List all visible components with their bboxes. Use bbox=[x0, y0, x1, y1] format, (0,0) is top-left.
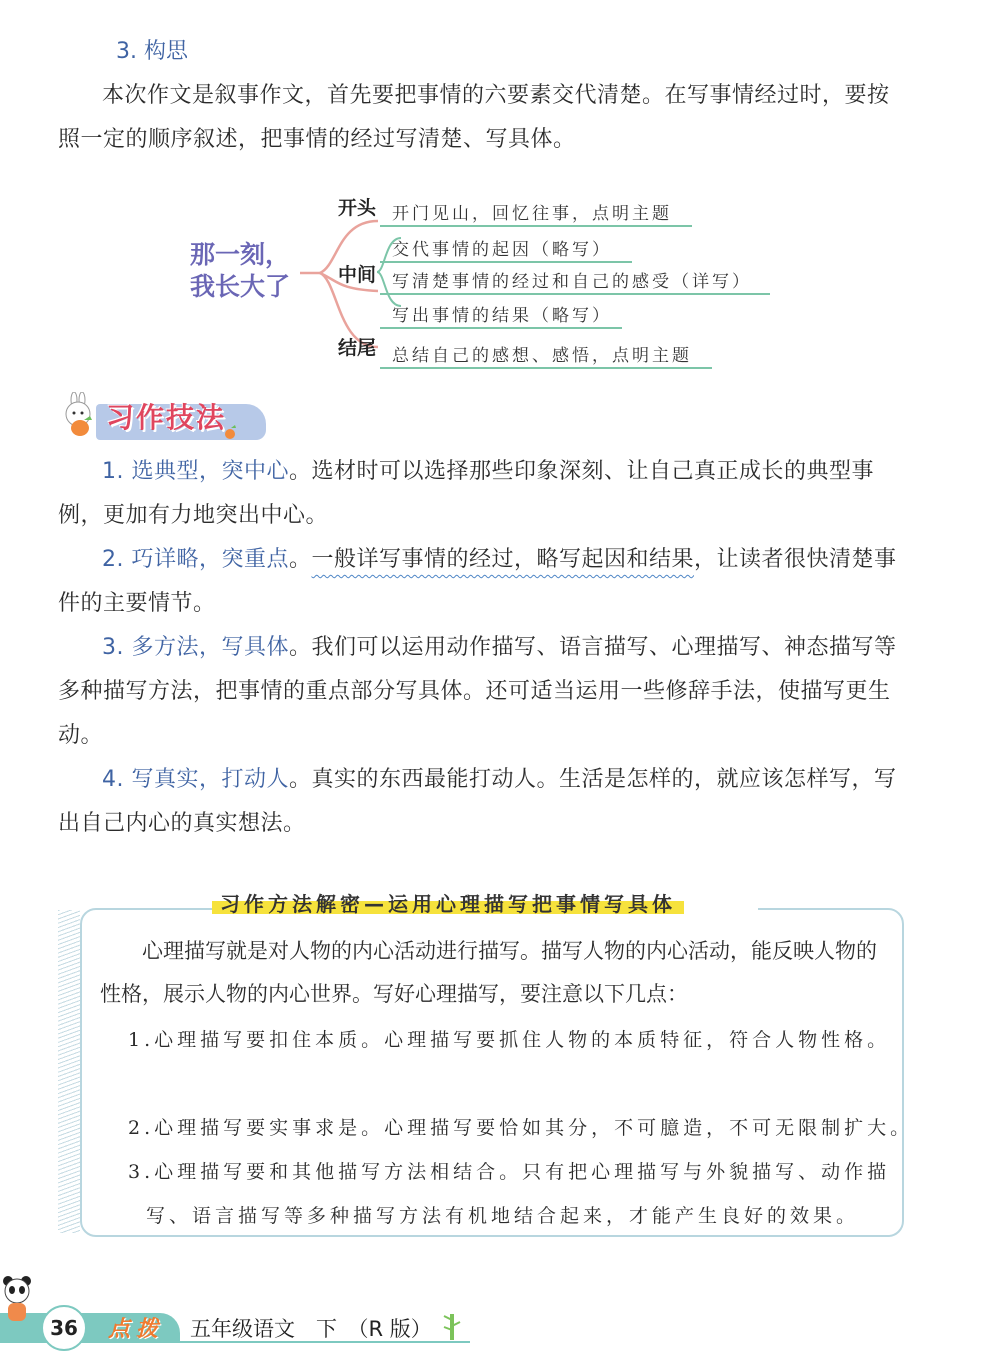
leaf-item: 总结自己的感想、感悟，点明主题 bbox=[380, 341, 712, 369]
separator: 。 bbox=[288, 635, 312, 660]
leaf-item: 写清楚事情的经过和自己的感受（详写） bbox=[380, 267, 770, 295]
section-banner bbox=[58, 388, 248, 446]
method-point-3: 3.心理描写要和其他描写方法相结合。只有把心理描写与外貌描写、动作描写、语言描写等多种描写方法有机地结合起来，才能产生良好的效果。 bbox=[128, 1161, 891, 1227]
bunny-mascot-icon bbox=[58, 392, 102, 438]
bamboo-icon bbox=[440, 1312, 464, 1342]
technique-label: 2. 巧详略，突重点 bbox=[102, 547, 289, 572]
method-box-title-wrap bbox=[212, 886, 758, 920]
technique-item-2 bbox=[58, 538, 908, 626]
panda-mascot-icon bbox=[0, 1275, 34, 1325]
technique-text: 我们可以运用动作描写、语言描写、心理描写、神态描写等多种描写方法，把事情的重点部分写具体。还可适当运用一些修辞手法，使描写更生动。 bbox=[58, 635, 897, 748]
brand-logo: 点拨 bbox=[108, 1316, 165, 1342]
root-line-1: 那一刻， bbox=[190, 240, 291, 269]
branch-label-end: 结尾 bbox=[338, 337, 377, 359]
root-line-2: 我长大了 bbox=[190, 272, 291, 301]
technique-text: 选材时可以选择那些印象深刻、让自己真正成长的典型事例，更加有力地突出中心。 bbox=[58, 459, 875, 528]
mind-map-root bbox=[190, 239, 290, 303]
technique-text: 真实的东西最能打动人。生活是怎样的，就应该怎样写，写出自己内心的真实想法。 bbox=[58, 767, 897, 836]
leaf-item: 交代事情的起因（略写） bbox=[380, 235, 632, 263]
method-box-title: 习作方法解密—运用心理描写把事情写具体 bbox=[212, 886, 684, 919]
method-point-1: 1.心理描写要扣住本质。心理描写要抓住人物的本质特征，符合人物性格。 bbox=[128, 1029, 891, 1051]
method-point-2: 2.心理描写要实事求是。心理描写要恰如其分，不可臆造，不可无限制扩大。 bbox=[128, 1117, 914, 1139]
technique-text: ，让读者很快清楚事件的主要情节。 bbox=[58, 547, 897, 616]
leaf-item: 开门见山，回忆往事，点明主题 bbox=[380, 199, 692, 227]
banner-title: 习作技法 bbox=[106, 401, 227, 434]
technique-item-4 bbox=[58, 758, 908, 846]
carrot-icon bbox=[222, 424, 238, 440]
book-title: 五年级语文 下 （R 版） bbox=[190, 1317, 432, 1341]
mind-map bbox=[180, 185, 780, 375]
separator: 。 bbox=[288, 459, 312, 484]
technique-label: 3. 多方法，写具体 bbox=[102, 635, 289, 660]
branch-label-middle: 中间 bbox=[338, 264, 377, 286]
technique-label: 1. 选典型，突中心 bbox=[102, 459, 289, 484]
separator: 。 bbox=[288, 547, 312, 572]
technique-item-1 bbox=[58, 450, 908, 538]
leaf-item: 写出事情的结果（略写） bbox=[380, 301, 622, 329]
section-paragraph: 本次作文是叙事作文，首先要把事情的六要素交代清楚。在写事情经过时，要按照一定的顺序叙述，把事情的经过写清楚、写具体。 bbox=[58, 83, 890, 152]
wavy-underlined-text: 一般详写事情的经过，略写起因和结果 bbox=[311, 547, 695, 572]
page-number: 36 bbox=[41, 1305, 87, 1351]
box-stripe-decoration bbox=[58, 910, 80, 1233]
separator: 。 bbox=[288, 767, 312, 792]
technique-label: 4. 写真实，打动人 bbox=[102, 767, 289, 792]
section-heading: 3. 构思 bbox=[116, 39, 188, 64]
method-box-intro: 心理描写就是对人物的内心活动进行描写。描写人物的内心活动，能反映人物的性格，展示人物的内心世界。写好心理描写，要注意以下几点： bbox=[100, 939, 877, 1006]
branch-label-start: 开头 bbox=[338, 197, 377, 219]
technique-item-3 bbox=[58, 626, 908, 758]
